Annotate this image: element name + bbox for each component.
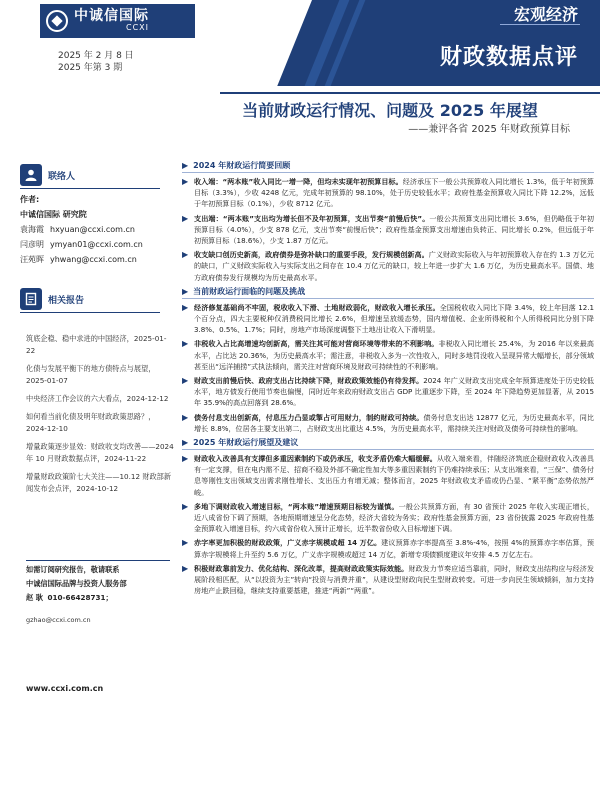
contact-prompt: 如需订阅研究报告，敬请联系 [26,565,120,574]
related-report-link[interactable]: 增量政策逐步显效：财政收支均改善——2024 年 10 月财政数据点评，2024-11-22 [26,442,174,463]
outlook-section [182,437,594,596]
related-label: 相关报告 [48,295,85,306]
bullet-item: ▶ 财政支出前慢后快、政府支出占比持续下降，财政政策效能仍有待发挥。2024 年广义财政支出完成全年预算进度处于历史较低水平，地方债发行使用节奏也偏慢，同时近年来政府财政支出占 GDP 比重逐步下降，至 2024 年下降趋势更加显著，从 2015 年 35.9%的高点回落到 28.6%。 [182,376,594,408]
subscription-contact [26,560,176,627]
author-email[interactable]: ymyan01@ccxi.com.cn [50,240,143,249]
document-icon [20,288,42,310]
author-row [20,222,170,237]
section-heading: ▶ 当前财政运行面临的问题及挑战 [182,286,594,299]
bullet-icon: ▶ [182,250,189,260]
bullet-item: ▶ 支出端：“两本账”支出均为增长但不及年初预算，支出节奏“前慢后快”。一般公共预算支出同比增长 3.6%，但仍略低于年初预算目标（4.0%），少支 878 亿元，支出节奏“前慢后快”；政府性基金预算支出增速由负转正、同比增长 0.2%，但远低于年初预算目标（18.6%），少支 1.87 万亿元。 [182,213,594,246]
page-title: 当前财政运行情况、问题及 2025 年展望 [242,101,538,120]
related-report-list [26,333,174,501]
divider [220,92,600,94]
author-name: 汪苑晖 [20,255,44,264]
author-list [20,192,170,267]
report-body [182,160,594,600]
website-link[interactable]: www.ccxi.com.cn [26,684,104,693]
bullet-item: ▶ 收支缺口创历史新高，政府债券是弥补缺口的重要手段，发行规模创新高。广义财政实际收入与年初预算收入存在约 1.3 万亿元的缺口，广义财政实际收入与实际支出之间存在 10.4 万亿元的缺口，较上年进一步扩大 1.6 万亿，为历史最高水平。国债、地方政府债券发行规模均为历史最高水平。 [182,250,594,282]
author-name: 闫彦明 [20,240,44,249]
bullet-icon: ▶ [182,339,189,349]
bullet-item: ▶ 非税收入占比高增速均创新高，需关注其可能对营商环境等带来的不利影响。非税收入同比增长 25.4%，为 2016 年以来最高水平，占比达 20.36%，为历史最高水平；需注意，非税收入多为一次性收入，同时多地罚没收入呈现异常大幅增长，部分领域甚至出“远洋捕捞”式执法倾向，需关注对营商环境及财政可持续性的不利影响。 [182,339,595,371]
bullet-icon: ▶ [182,538,189,548]
logo-icon [46,10,68,32]
header-banner [252,0,600,86]
report-issue: 2025 年第 3 期 [58,63,123,73]
bullet-item: ▶ 债务付息支出创新高，付息压力凸显或掣占可用财力，制约财政可持续。债务付息支出达 12877 亿元，为历史最高水平，同比增长 8.8%，位居各主要支出第二，占财政支出比重达 4.5%，为历史最高水平，需持续关注对财政及债务可持续性的影响。 [182,412,595,433]
bullet-icon: ▶ [182,501,189,511]
divider [20,312,160,313]
report-header [0,0,600,96]
person-icon [20,164,42,186]
logo-name-en: CCXI [125,23,149,33]
bullet-item: ▶ 经济修复基础尚不牢固，税收收入下滑、土地财政弱化，财政收入增长承压。全国税收收入同比下降 3.4%，较上年回落 12.1 个百分点，四大主要税种仅消费税同比增长 2.6%，但增速呈放缓态势，国内增值税、企业所得税和个人所得税同比分别下降 3.8%、0.5%、1.7%；同时，房地产市场深度调整下土地出让收入下滑明显。 [182,302,595,335]
summary-section [182,160,594,283]
related-report-link[interactable]: 增量财政政策阶七大关注——10.12 财政部新闻发布会点评，2024-10-12 [26,472,172,493]
bullet-item: ▶ 积极财政靠前发力、优化结构、深化改革，提高财政政策实际效能。财政发力节奏应适当靠前，同时，财政支出结构应与经济发展阶段相匹配，从“以投资为主”转向“投资与消费并重”，从建设型财政向民生型财政转变。可进一步向民生领域倾斜，加力支持房地产止跌回稳，继续支持重要基建，推进“两新”“两重”。 [182,563,594,596]
author-row [20,252,170,267]
contact-phone: 010-66428731； [47,593,113,602]
contacts-section-header [20,164,75,186]
author-email[interactable]: yhwang@ccxi.com.cn [50,255,137,264]
contact-name: 赵 耿 [26,593,43,602]
bullet-item: ▶ 赤字率更加积极的财政政策，广义赤字规模或超 14 万亿。建议预算赤字率提高至 3.8%-4%，按照 4%的预算赤字率估算，预算赤字规模将上升至约 5.6 万亿，广义赤字规模或超过 14 万亿，新增专项债额度建议年安排 4.5 万亿左右。 [182,538,594,559]
bullet-icon: ▶ [182,412,189,422]
issues-section [182,286,594,434]
author-name: 袁海霞 [20,225,44,234]
contacts-label: 联络人 [48,171,76,182]
bullet-icon: ▶ [182,213,189,223]
arrow-icon: ▶ [182,286,189,296]
author-email[interactable]: hxyuan@ccxi.com.cn [50,225,135,234]
bullet-icon: ▶ [182,563,189,573]
logo-name-cn: 中诚信国际 [74,7,149,24]
arrow-icon: ▶ [182,438,189,448]
bullet-icon: ▶ [182,454,189,464]
related-report-link[interactable]: 筑底企稳、稳中求进的中国经济，2025-01-22 [26,334,167,355]
author-row [20,237,170,252]
authors-heading: 作者: [20,195,40,204]
bullet-icon: ▶ [182,302,189,312]
bullet-icon: ▶ [182,376,189,386]
report-date: 2025 年 2 月 8 日 [58,51,134,61]
bullet-item: ▶ 多地下调财政收入增速目标，“两本账”增速预期目标较为谨慎。一般公共预算方面，有 30 省预计 2025 年收入实现正增长，近八成省份下调了预期，各地预期增速呈分化态势，经济大省较为务实；政府性基金预算方面，23 省份披露 2025 年政府性基金预算收入增速目标，约六成省份收入预计正增长，近半数省份收入目标增速下调。 [182,501,594,534]
page-subtitle: ——兼评各省 2025 年财政预算目标 [408,124,570,135]
related-report-link[interactable]: 化债与发展平衡下的地方债特点与展望，2025-01-07 [26,364,156,385]
bullet-item: ▶ 财政收入改善具有支撑但多重因素制约下或仍承压，收支矛盾仍难大幅缓解。从收入端来看，伴随经济筑底企稳财政收入改善具有一定支撑，但在电内需不足、招商不稳及外部不确定性加大等多重因素制约下仍难持续承压；从支出端来看，“三保”、债务付息等刚性支出领域支出需求刚性增长、支出压力有增无减；整体而言，2025 年财政收支矛盾或仍凸显、“紧平衡”态势依然严峻。 [182,454,595,497]
divider [20,188,160,189]
company-logo [40,4,195,38]
report-type: 财政数据点评 [439,45,578,70]
related-report-link[interactable]: 中央经济工作会议的六大看点，2024-12-12 [26,394,169,403]
related-report-link[interactable]: 如何看当前化债及明年财政政策思路？，2024-12-10 [26,412,156,433]
bullet-icon: ▶ [182,177,189,186]
contact-email[interactable]: gzhao@ccxi.com.cn [26,616,91,624]
authors-org: 中诚信国际 研究院 [20,210,87,219]
contact-department: 中诚信国际品牌与投资人服务部 [26,579,127,588]
bullet-item: ▶ 收入端：“两本账”收入同比一增一降，但均未实现年初预算目标。经济承压下一般公共预算收入同比增长 1.3%，低于年初预算目标（3.3%），少收 4248 亿元，完成年初预算的 98.10%，处于历史较低水平；政府性基金预算收入同比下降 12.2%，远低于年初预算目标（0.1%），少收 8712 亿元。 [182,177,594,209]
related-section-header [20,288,84,310]
section-heading: ▶ 2025 年财政运行展望及建议 [182,437,594,450]
arrow-icon: ▶ [182,161,189,170]
report-category: 宏观经济 [513,5,578,24]
divider [26,560,170,561]
section-heading: ▶ 2024 年财政运行简要回顾 [182,160,594,173]
divider [500,24,580,25]
